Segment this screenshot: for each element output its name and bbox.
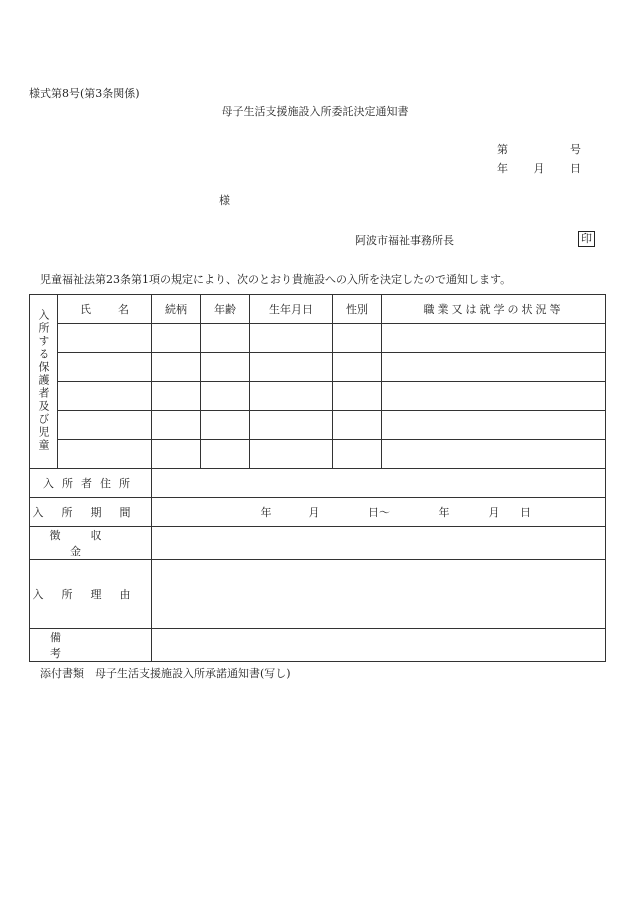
occupation-input-cell[interactable] — [382, 440, 606, 469]
address-input-cell[interactable] — [152, 469, 606, 498]
occupation-input-cell[interactable] — [382, 382, 606, 411]
name-input-cell[interactable] — [58, 324, 152, 353]
period-fields — [152, 504, 605, 520]
reason-label: 入所理由 — [30, 560, 152, 629]
period-year1: 年 — [260, 506, 272, 519]
table-row — [30, 324, 606, 353]
date-day: 日 — [570, 162, 581, 175]
sex-input-cell[interactable] — [333, 382, 382, 411]
admission-table — [29, 294, 606, 662]
relation-input-cell[interactable] — [152, 440, 201, 469]
reason-input-cell[interactable] — [152, 560, 606, 629]
occupation-input-cell[interactable] — [382, 353, 606, 382]
occupation-input-cell[interactable] — [382, 324, 606, 353]
fee-input-cell[interactable] — [152, 527, 606, 560]
relation-input-cell[interactable] — [152, 324, 201, 353]
document-number-line — [497, 141, 581, 157]
remarks-label: 備考 — [30, 629, 152, 662]
period-year2: 年 — [438, 506, 450, 519]
date-month: 月 — [533, 162, 545, 175]
address-label: 入所者住所 — [30, 469, 152, 498]
number-suffix: 号 — [570, 143, 581, 156]
period-row — [30, 498, 606, 527]
name-input-cell[interactable] — [58, 353, 152, 382]
period-label: 入所期間 — [30, 498, 152, 527]
header-birthdate: 生年月日 — [250, 295, 333, 324]
header-sex: 性別 — [333, 295, 382, 324]
age-input-cell[interactable] — [201, 382, 250, 411]
birthdate-input-cell[interactable] — [250, 411, 333, 440]
header-occupation: 職業又は就学の状況等 — [382, 295, 606, 324]
period-day2: 日 — [520, 506, 531, 519]
issuer-name: 阿波市福祉事務所長 — [355, 234, 454, 247]
period-day1: 日〜 — [368, 506, 390, 519]
table-row — [30, 411, 606, 440]
sex-input-cell[interactable] — [333, 353, 382, 382]
period-cell[interactable] — [152, 498, 606, 527]
table-header-row — [30, 295, 606, 324]
header-name-1: 氏 — [80, 303, 91, 316]
relation-input-cell[interactable] — [152, 411, 201, 440]
intro-text: 児童福祉法第23条第1項の規定により、次のとおり貴施設への入所を決定したので通知します。 — [40, 273, 512, 286]
table-row — [30, 382, 606, 411]
address-row — [30, 469, 606, 498]
header-age: 年齢 — [201, 295, 250, 324]
header-relation: 続柄 — [152, 295, 201, 324]
reason-row — [30, 560, 606, 629]
table-row — [30, 353, 606, 382]
birthdate-input-cell[interactable] — [250, 382, 333, 411]
name-input-cell[interactable] — [58, 411, 152, 440]
name-input-cell[interactable] — [58, 382, 152, 411]
age-input-cell[interactable] — [201, 324, 250, 353]
remarks-input-cell[interactable] — [152, 629, 606, 662]
period-month1: 月 — [308, 506, 320, 519]
side-label: 入所する保護者及び児童 — [37, 308, 50, 452]
age-input-cell[interactable] — [201, 353, 250, 382]
date-year: 年 — [497, 162, 508, 175]
remarks-row — [30, 629, 606, 662]
side-label-cell — [30, 295, 58, 469]
fee-row — [30, 527, 606, 560]
birthdate-input-cell[interactable] — [250, 324, 333, 353]
attachment-note: 添付書類 母子生活支援施設入所承諾通知書(写し) — [40, 667, 291, 680]
addressee-suffix: 様 — [219, 194, 230, 207]
occupation-input-cell[interactable] — [382, 411, 606, 440]
birthdate-input-cell[interactable] — [250, 440, 333, 469]
fee-label: 徴収金 — [30, 527, 152, 560]
document-title: 母子生活支援施設入所委託決定通知書 — [221, 105, 409, 118]
name-input-cell[interactable] — [58, 440, 152, 469]
relation-input-cell[interactable] — [152, 353, 201, 382]
sex-input-cell[interactable] — [333, 411, 382, 440]
table-row — [30, 440, 606, 469]
header-name-2: 名 — [118, 303, 129, 316]
sex-input-cell[interactable] — [333, 324, 382, 353]
age-input-cell[interactable] — [201, 440, 250, 469]
period-month2: 月 — [488, 506, 500, 519]
relation-input-cell[interactable] — [152, 382, 201, 411]
form-number: 様式第8号(第3条関係) — [29, 87, 140, 100]
age-input-cell[interactable] — [201, 411, 250, 440]
document-date-line — [497, 160, 581, 176]
birthdate-input-cell[interactable] — [250, 353, 333, 382]
sex-input-cell[interactable] — [333, 440, 382, 469]
seal-mark: 印 — [578, 231, 595, 247]
header-name — [58, 295, 152, 324]
number-prefix: 第 — [497, 143, 508, 156]
